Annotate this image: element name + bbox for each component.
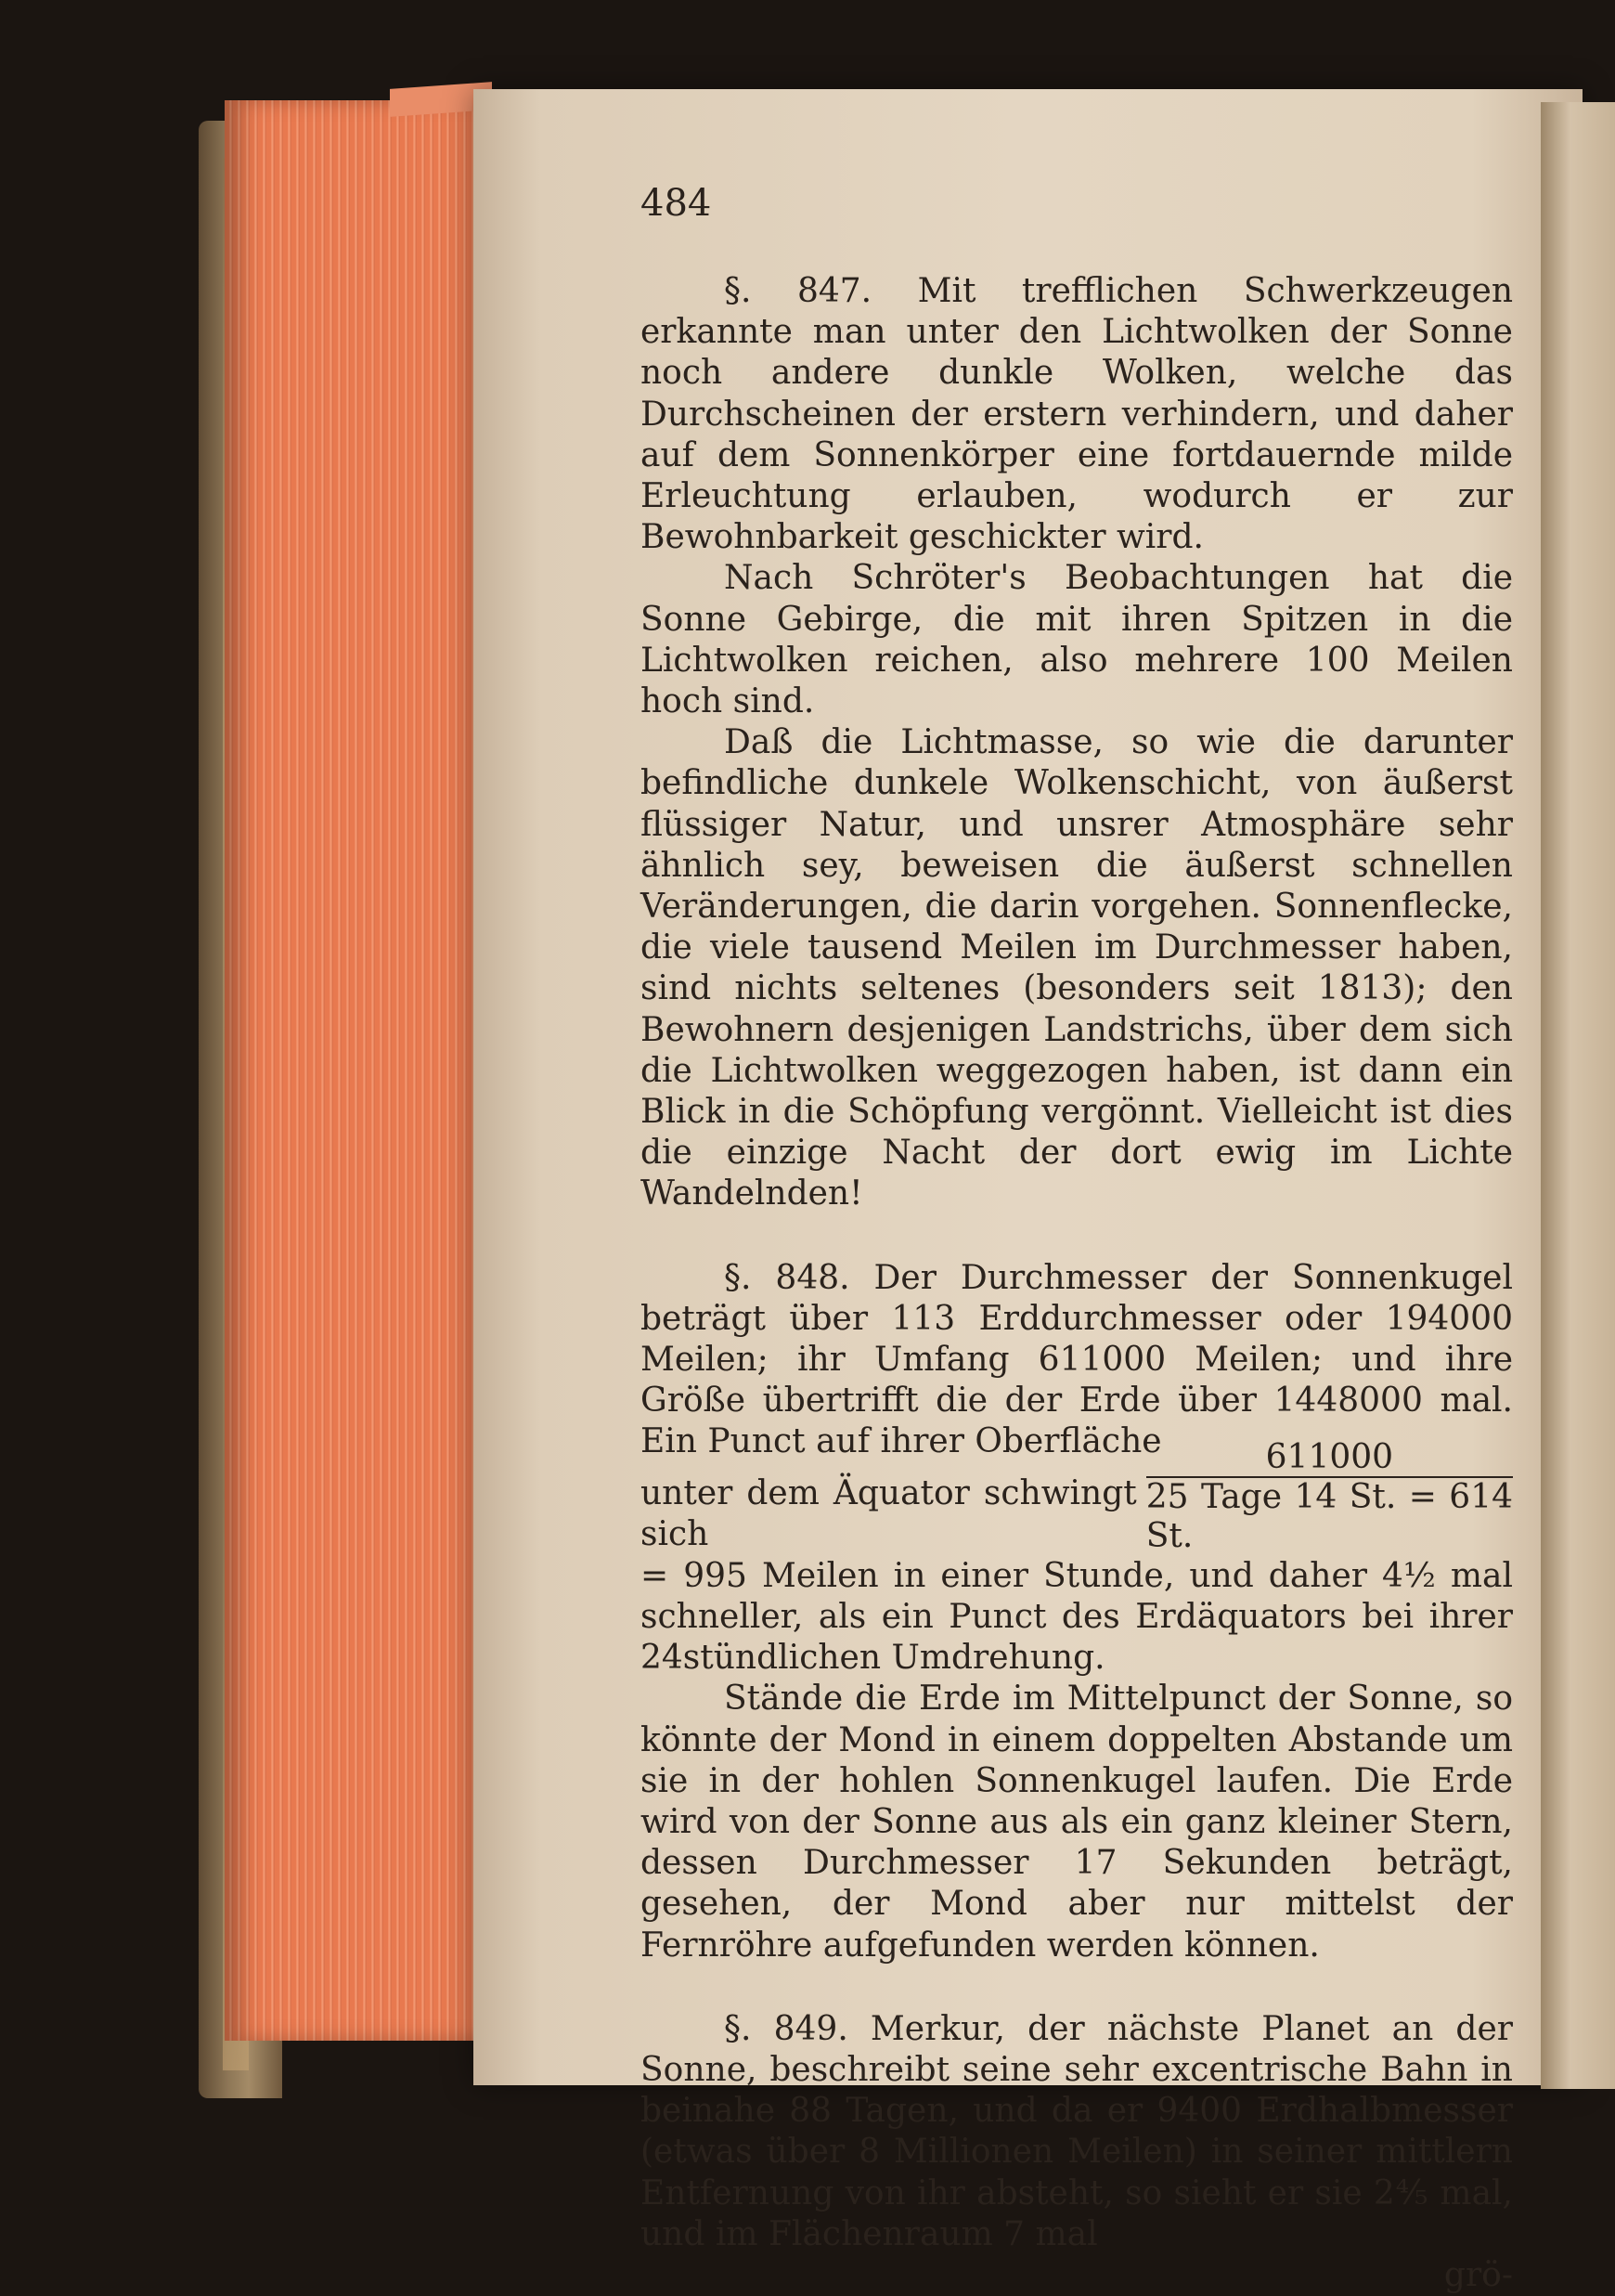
paragraph-847-c: Daß die Lichtmasse, so wie die darunter befindliche dunkele Wolkenschicht, von äußerst flüssiger Natur, und unsrer Atmosphäre sehr ähnlich sey, beweisen die äußerst schnellen Veränderungen, die darin vorgehen. Sonnenflecke, die viele tausend Meilen im Durchmesser haben, sind nichts seltenes (besonders seit 1813); den Bewohnern desjenigen Landstrichs, über dem sich die Lichtwolken weggezogen haben, ist dann ein Blick in die Schöpfung vergönnt. Vielleicht ist dies die einzige Nacht der dort ewig im Lichte Wandelnden! — [640, 723, 1513, 1213]
paragraph-848-b: = 995 Meilen in einer Stunde, und daher 4½ mal schneller, als ein Punct des Erdäquators bei ihrer 24stündlichen Umdrehung. — [640, 1556, 1513, 1678]
page-number: 484 — [640, 182, 712, 225]
formula-lead: unter dem Äquator schwingt sich — [640, 1474, 1137, 1554]
paragraph-848-c: Stände die Erde im Mittelpunct der Sonne, so könnte der Mond in einem doppelten Abstande um sie in der hohlen Sonnenkugel laufen. Die Erde wird von der Sonne aus als ein ganz kleiner Stern, dessen Durchmesser 17 Sekunden beträgt, gesehen, der Mond aber nur mittelst der Fernröhre aufgefunden werden können. — [640, 1680, 1513, 1965]
facing-page-gutter — [1541, 102, 1615, 2089]
catchword: grö- — [1443, 2255, 1513, 2294]
paragraph-849: §. 849. Merkur, der nächste Planet an der Sonne, beschreibt seine sehr excentrische Bahn in beinahe 88 Tagen, und da er 9400 Erdhalbmesser (etwas über 8 Millionen Meilen) in seiner mittlern Entfernung von ihr absteht, so sieht er sie 2⅘ mal, und im Flächenraum 7 mal — [640, 2009, 1513, 2253]
page-text — [640, 271, 1513, 2296]
formula-denominator: 25 Tage 14 St. = 614 St. — [1145, 1477, 1513, 1555]
paragraph-848-a: §. 848. Der Durchmesser der Sonnenkugel beträgt über 113 Erddurchmesser oder 194000 Meilen; ihr Umfang 611000 Meilen; und ihre Größe übertrifft die der Erde über 1448000 mal. Ein Punct auf ihrer Oberfläche — [640, 1258, 1513, 1461]
formula-numerator: 611000 — [1146, 1439, 1513, 1478]
formula-line — [640, 1437, 1513, 1556]
paragraph-847-b: Nach Schröter's Beobachtungen hat die Sonne Gebirge, die mit ihren Spitzen in die Lichtwolken reichen, also mehrere 100 Meilen hoch sind. — [640, 559, 1513, 721]
paragraph-847-a: §. 847. Mit trefflichen Schwerkzeugen erkannte man unter den Lichtwolken der Sonne noch andere dunkle Wolken, welche das Durchscheinen der erstern verhindern, und daher auf dem Sonnenkörper eine fortdauernde milde Erleuchtung erlauben, wodurch er zur Bewohnbarkeit geschickter wird. — [640, 272, 1513, 557]
page-edges — [225, 100, 484, 2041]
formula-fraction — [1146, 1439, 1513, 1556]
